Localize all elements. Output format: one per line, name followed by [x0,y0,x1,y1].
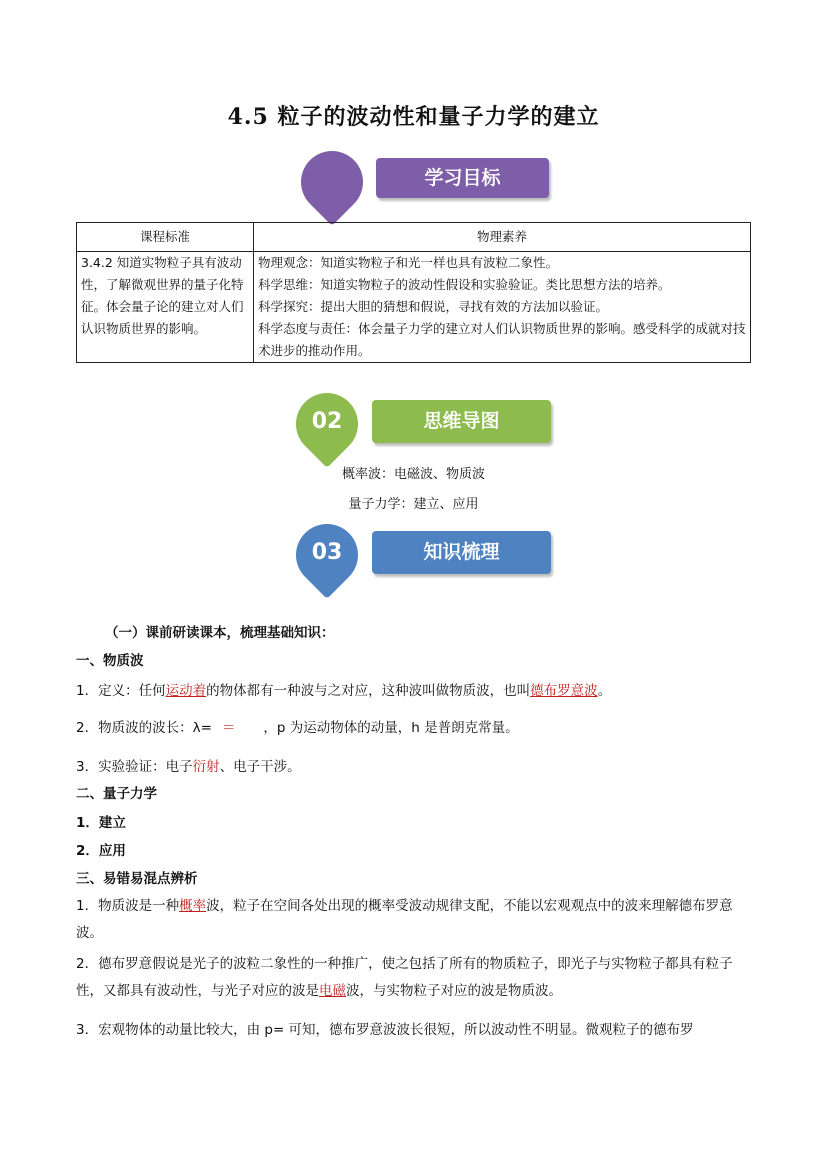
text-span: 波，粒子在空间各处出现的概率受波动规律支配，不能以宏观观点中的波来理解德布罗意波。 [76,898,733,941]
section-heading: 二、量子力学 [76,786,157,802]
table-header-standard: 课程标准 [77,223,254,252]
text-span: 波，与实物粒子对应的波是物质波。 [346,983,562,999]
section-number: 03 [311,540,343,565]
mindmap-line: 量子力学：建立、应用 [348,497,479,512]
mindmap-line: 概率波：电磁波、物质波 [341,467,485,482]
literacy-line: 科学思维：知道实物粒子的波动性假设和实验验证。类比思想方法的培养。 [258,277,671,292]
section-number: 02 [311,409,343,434]
highlight-answer: 衍射 [192,759,220,775]
text-span: 。 [597,683,612,699]
misconception-paragraph [76,893,756,947]
highlight-answer: 电磁 [319,983,346,999]
highlight-answer: 德布罗意波 [530,683,598,699]
purple-blob-icon [288,138,376,226]
text-span: ，p 为运动物体的动量，h 是普朗克常量。 [263,720,519,736]
experiment-line [76,756,301,778]
definition-line [76,680,611,702]
section-heading: 三、易错易混点辨析 [76,871,198,887]
knowledge-intro: （一）课前研读课本，梳理基础知识： [105,625,335,641]
page-title: 4.5 粒子的波动性和量子力学的建立 [227,104,600,130]
goals-banner: 学习目标 [376,158,549,198]
text-span: 2．物质波的波长：λ= [76,720,212,736]
wavelength-line [76,717,519,739]
table-header-literacy: 物理素养 [254,223,751,252]
text-span: 2．德布罗意假说是光子的波粒二象性的一种推广，使之包括了所有的物质粒子，即光子与实物粒子都具有粒子性，又都具有波动性，与光子对应的波是 [76,956,733,999]
highlight-answer: 运动着 [165,683,207,699]
mindmap-banner: 思维导图 [372,400,551,443]
standard-cell: 3.4.2 知道实物粒子具有波动性，了解微观世界的量子化特征。体会量子论的建立对人们认识物质世界的影响。 [77,252,254,363]
text-span: 、电子干涉。 [219,759,301,775]
literacy-line: 科学态度与责任：体会量子力学的建立对人们认识物质世界的影响。感受科学的成就对技术进步的推动作用。 [258,321,746,358]
highlight-answer: ＝ [221,720,236,736]
goals-table [76,222,751,363]
text-span: 1．定义：任何 [76,683,166,699]
literacy-cell [254,252,751,363]
literacy-line: 物理观念：知道实物粒子和光一样也具有波粒二象性。 [258,255,559,270]
text-span: 的物体都有一种波与之对应，这种波叫做物质波，也叫 [206,683,531,699]
highlight-answer: 概率 [179,898,207,914]
misconception-paragraph: 3．宏观物体的动量比较大，由 p= 可知，德布罗意波波长很短，所以波动性不明显。微观粒子的德布罗 [76,1022,694,1038]
misconception-paragraph [76,951,756,1005]
knowledge-banner: 知识梳理 [372,531,551,574]
text-span: 3．实验验证：电子 [76,759,193,775]
section-heading: 一、物质波 [76,653,144,669]
list-item: 2．应用 [76,843,126,859]
text-span: 1．物质波是一种 [76,898,180,914]
literacy-line: 科学探究：提出大胆的猜想和假说，寻找有效的方法加以验证。 [258,299,609,314]
list-item: 1．建立 [76,815,126,831]
